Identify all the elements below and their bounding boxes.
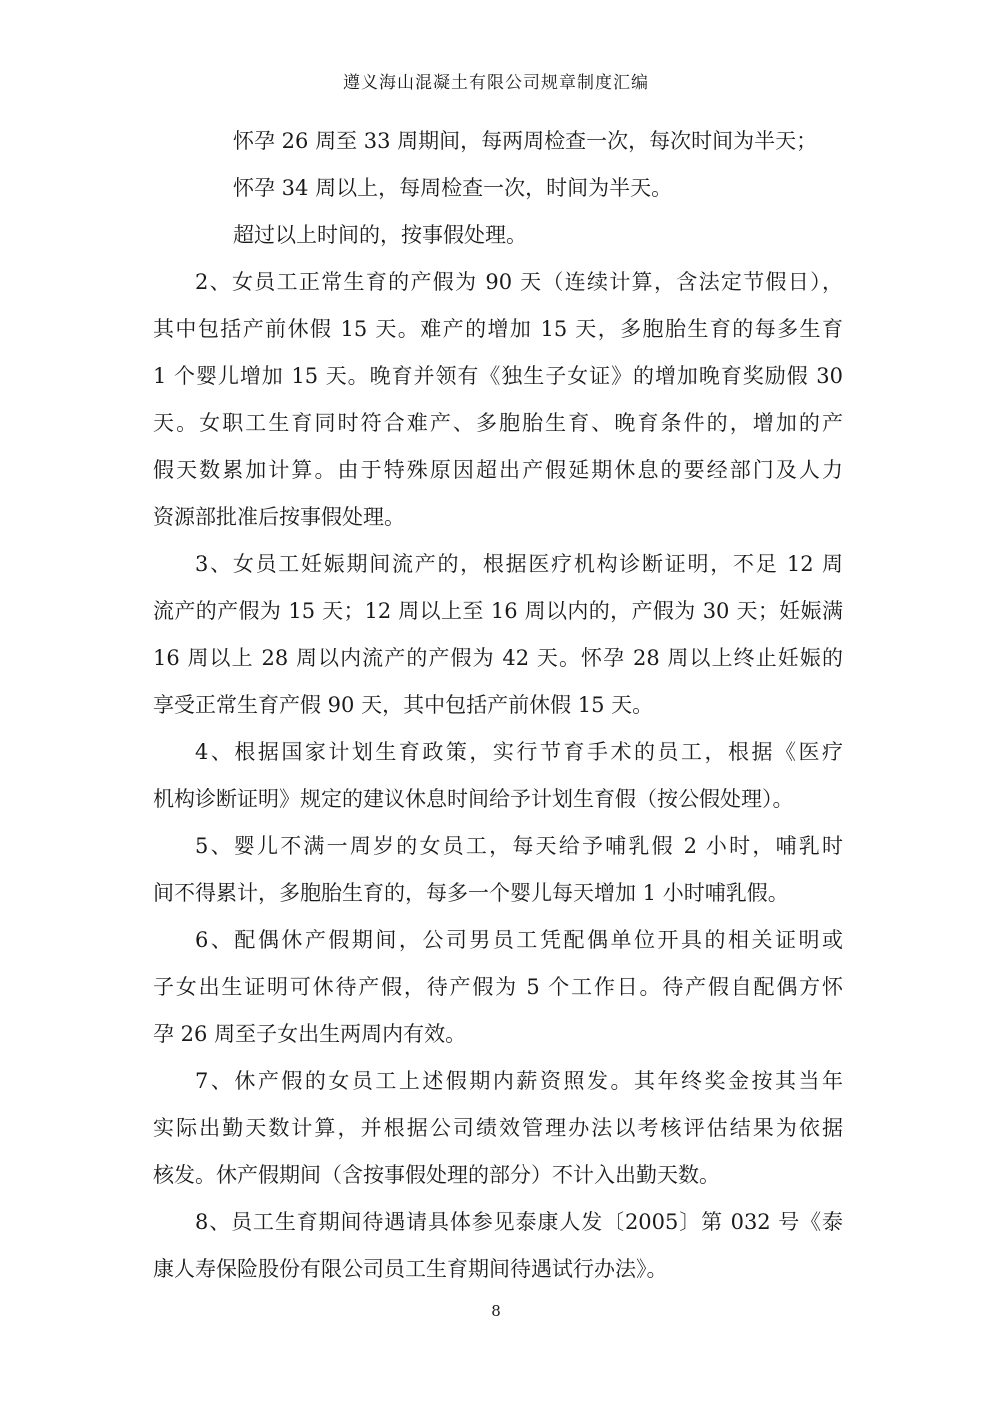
text-line: 3、女员工妊娠期间流产的，根据医疗机构诊断证明，不足 12 周 (195, 552, 843, 576)
text-line: 怀孕 34 周以上，每周检查一次，时间为半天。 (233, 176, 673, 200)
text-line: 5、婴儿不满一周岁的女员工，每天给予哺乳假 2 小时，哺乳时 (195, 834, 843, 858)
text-line: 6、配偶休产假期间，公司男员工凭配偶单位开具的相关证明或 (195, 928, 843, 952)
text-line: 假天数累加计算。由于特殊原因超出产假延期休息的要经部门及人力 (153, 458, 843, 482)
text-line: 孕 26 周至子女出生两周内有效。 (153, 1022, 467, 1046)
text-line: 7、休产假的女员工上述假期内薪资照发。其年终奖金按其当年 (195, 1069, 843, 1093)
text-line: 间不得累计，多胞胎生育的，每多一个婴儿每天增加 1 小时哺乳假。 (153, 881, 789, 905)
text-line: 资源部批准后按事假处理。 (153, 505, 405, 529)
text-line: 其中包括产前休假 15 天。难产的增加 15 天，多胞胎生育的每多生育 (153, 317, 843, 341)
text-line: 流产的产假为 15 天；12 周以上至 16 周以内的，产假为 30 天；妊娠满 (153, 599, 843, 623)
text-line: 1 个婴儿增加 15 天。晚育并领有《独生子女证》的增加晚育奖励假 30 (153, 364, 843, 388)
page-number: 8 (491, 1302, 501, 1320)
text-line: 4、根据国家计划生育政策，实行节育手术的员工，根据《医疗 (195, 740, 843, 764)
text-line: 机构诊断证明》规定的建议休息时间给予计划生育假（按公假处理）。 (153, 787, 794, 811)
text-line: 怀孕 26 周至 33 周期间，每两周检查一次，每次时间为半天； (233, 129, 818, 153)
text-line: 16 周以上 28 周以内流产的产假为 42 天。怀孕 28 周以上终止妊娠的 (153, 646, 843, 670)
text-line: 天。女职工生育同时符合难产、多胞胎生育、晚育条件的，增加的产 (153, 411, 843, 435)
text-line: 核发。休产假期间（含按事假处理的部分）不计入出勤天数。 (153, 1163, 720, 1187)
text-line: 享受正常生育产假 90 天，其中包括产前休假 15 天。 (153, 693, 654, 717)
text-line: 子女出生证明可休待产假，待产假为 5 个工作日。待产假自配偶方怀 (153, 975, 843, 999)
document-body (153, 118, 843, 1293)
text-line: 超过以上时间的，按事假处理。 (233, 223, 527, 247)
text-line: 实际出勤天数计算，并根据公司绩效管理办法以考核评估结果为依据 (153, 1116, 843, 1140)
text-line: 2、女员工正常生育的产假为 90 天（连续计算，含法定节假日）， (195, 270, 843, 294)
text-line: 8、员工生育期间待遇请具体参见泰康人发〔2005〕第 032 号《泰 (195, 1210, 843, 1234)
text-line: 康人寿保险股份有限公司员工生育期间待遇试行办法》。 (153, 1257, 668, 1281)
page-header: 遵义海山混凝土有限公司规章制度汇编 (343, 73, 649, 93)
